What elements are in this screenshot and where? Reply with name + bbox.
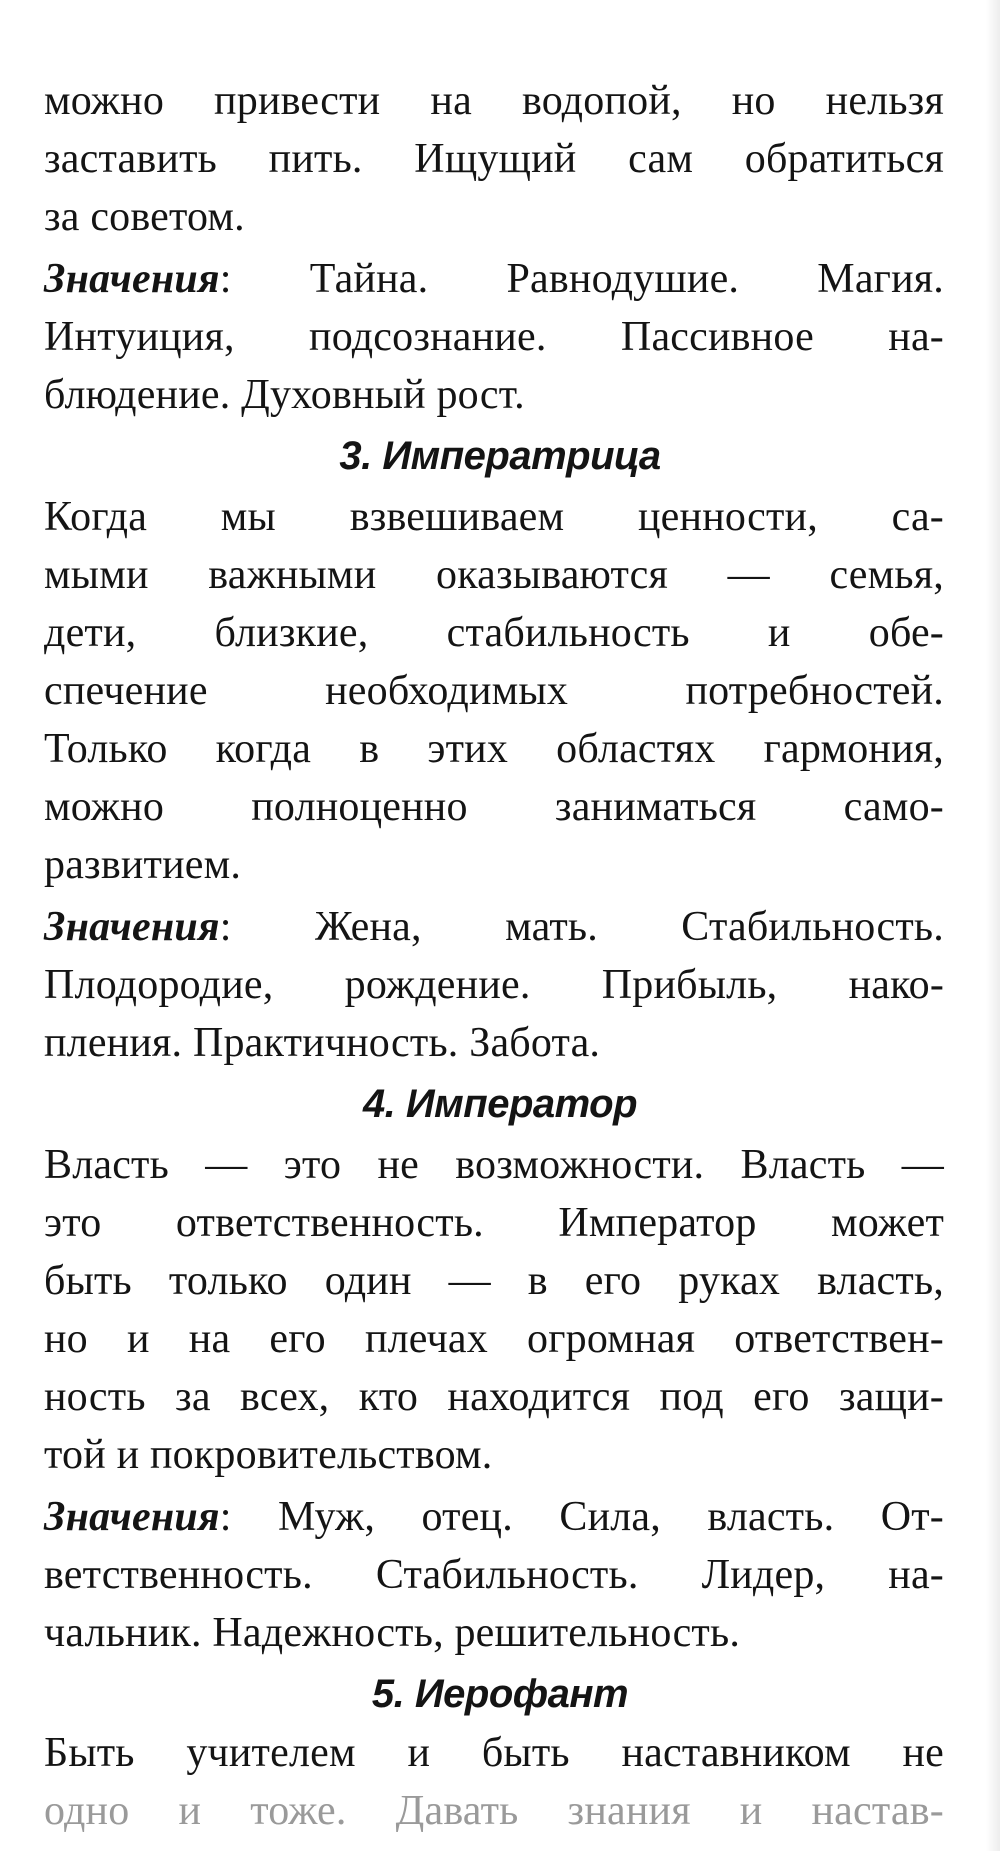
meanings-text: : Жена, мать. Стабильность.	[219, 904, 944, 950]
text-line: можно полноценно заниматься само-	[44, 784, 944, 830]
section-heading-hierophant: 5. Иерофант	[371, 1672, 629, 1716]
meanings-line: Интуиция, подсознание. Пассивное на-	[44, 314, 944, 360]
text-line: но и на его плечах огромная ответствен-	[44, 1316, 944, 1362]
text-line: той и покровительством.	[44, 1432, 493, 1478]
text-line: мыми важными оказываются — семья,	[44, 552, 944, 598]
text-line: быть только один — в его руках власть,	[44, 1258, 944, 1304]
section-heading-empress: 3. Императрица	[339, 434, 661, 478]
section-heading-emperor: 4. Император	[362, 1082, 638, 1126]
meanings-text: : Муж, отец. Сила, власть. От-	[219, 1494, 944, 1540]
text-line: дети, близкие, стабильность и обе-	[44, 610, 944, 656]
text-line: Власть — это не возможности. Власть —	[44, 1142, 944, 1188]
text-line: развитием.	[44, 842, 242, 888]
meanings-line	[44, 898, 944, 956]
text-line: спечение необходимых потребностей.	[44, 668, 944, 714]
text-line: это ответственность. Император может	[44, 1200, 944, 1246]
text-line: можно привести на водопой, но нельзя	[44, 78, 944, 124]
meanings-line: блюдение. Духовный рост.	[44, 372, 525, 418]
meanings-label: Значения	[44, 1494, 220, 1540]
text-line: ность за всех, кто находится под его защи-	[44, 1374, 944, 1420]
meanings-label: Значения	[44, 256, 220, 302]
meanings-line: пления. Практичность. Забота.	[44, 1020, 601, 1066]
text-line: за советом.	[44, 194, 245, 240]
text-line: Только когда в этих областях гармония,	[44, 726, 944, 772]
meanings-label: Значения	[44, 904, 220, 950]
text-line: заставить пить. Ищущий сам обратиться	[44, 136, 944, 182]
text-line-cut-off: одно и тоже. Давать знания и настав-	[44, 1788, 944, 1832]
meanings-text: : Тайна. Равнодушие. Магия.	[219, 256, 944, 302]
meanings-line: Плодородие, рождение. Прибыль, нако-	[44, 962, 944, 1008]
text-line: Когда мы взвешиваем ценности, са-	[44, 494, 944, 540]
text-line: Быть учителем и быть наставником не	[44, 1730, 944, 1776]
meanings-line	[44, 250, 944, 308]
meanings-line: чальник. Надежность, решительность.	[44, 1610, 741, 1656]
meanings-line	[44, 1488, 944, 1546]
meanings-line: ветственность. Стабильность. Лидер, на-	[44, 1552, 944, 1598]
